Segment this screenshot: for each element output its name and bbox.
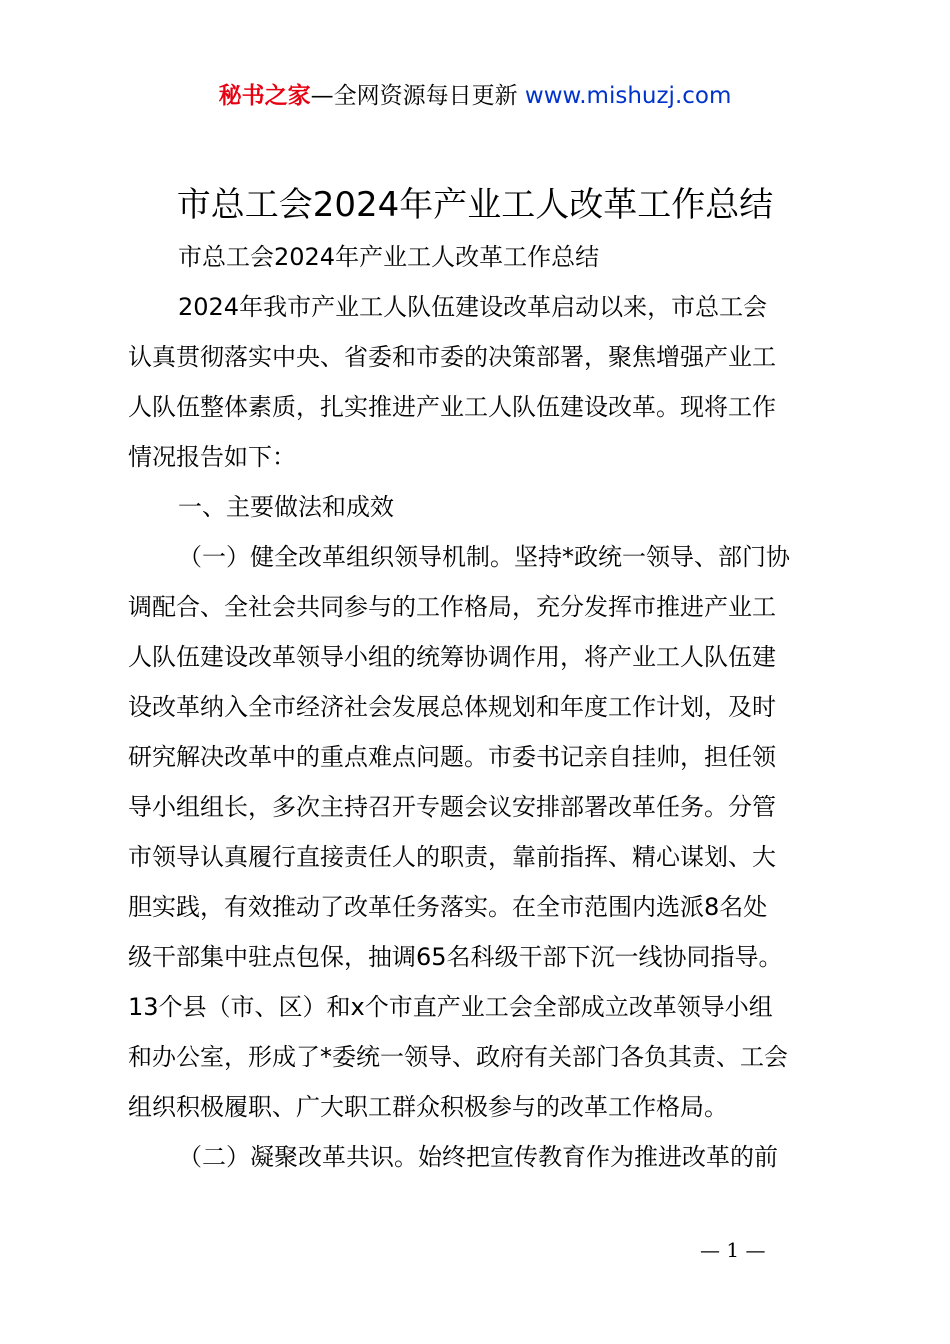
body-line: 胆实践，有效推动了改革任务落实。在全市范围内选派8名处 xyxy=(128,893,768,921)
body-line: 调配合、全社会共同参与的工作格局，充分发挥市推进产业工 xyxy=(128,593,776,621)
body-line: 市总工会2024年产业工人改革工作总结 xyxy=(178,243,600,271)
body-line: 组织积极履职、广大职工群众积极参与的改革工作格局。 xyxy=(128,1093,728,1121)
body-line: 导小组组长，多次主持召开专题会议安排部署改革任务。分管 xyxy=(128,793,776,821)
document-body xyxy=(128,232,848,1182)
body-line: （一）健全改革组织领导机制。坚持*政统一领导、部门协 xyxy=(178,543,790,571)
body-line: 市领导认真履行直接责任人的职责，靠前指挥、精心谋划、大 xyxy=(128,843,776,871)
body-line: 人队伍整体素质，扎实推进产业工人队伍建设改革。现将工作 xyxy=(128,393,776,421)
body-line: 级干部集中驻点包保，抽调65名科级干部下沉一线协同指导。 xyxy=(128,943,783,971)
body-line: 情况报告如下： xyxy=(128,443,296,471)
body-line: 和办公室，形成了*委统一领导、政府有关部门各负其责、工会 xyxy=(128,1043,788,1071)
body-line: （二）凝聚改革共识。始终把宣传教育作为推进改革的前 xyxy=(178,1143,778,1171)
header-tagline: —全网资源每日更新 xyxy=(310,83,525,109)
body-line: 13个县（市、区）和x个市直产业工会全部成立改革领导小组 xyxy=(128,993,773,1021)
page-number: — 1 — xyxy=(700,1238,766,1262)
body-line: 一、主要做法和成效 xyxy=(178,493,394,521)
body-line: 研究解决改革中的重点难点问题。市委书记亲自挂帅，担任领 xyxy=(128,743,776,771)
site-url-link[interactable]: www.mishuzj.com xyxy=(524,83,732,109)
brand-name: 秘书之家 xyxy=(218,83,311,109)
body-line: 认真贯彻落实中央、省委和市委的决策部署，聚焦增强产业工 xyxy=(128,343,776,371)
body-line: 人队伍建设改革领导小组的统筹协调作用，将产业工人队伍建 xyxy=(128,643,776,671)
body-line: 设改革纳入全市经济社会发展总体规划和年度工作计划，及时 xyxy=(128,693,776,721)
body-line: 2024年我市产业工人队伍建设改革启动以来，市总工会 xyxy=(178,293,768,321)
site-header xyxy=(0,80,950,112)
document-title: 市总工会2024年产业工人改革工作总结 xyxy=(176,185,774,225)
